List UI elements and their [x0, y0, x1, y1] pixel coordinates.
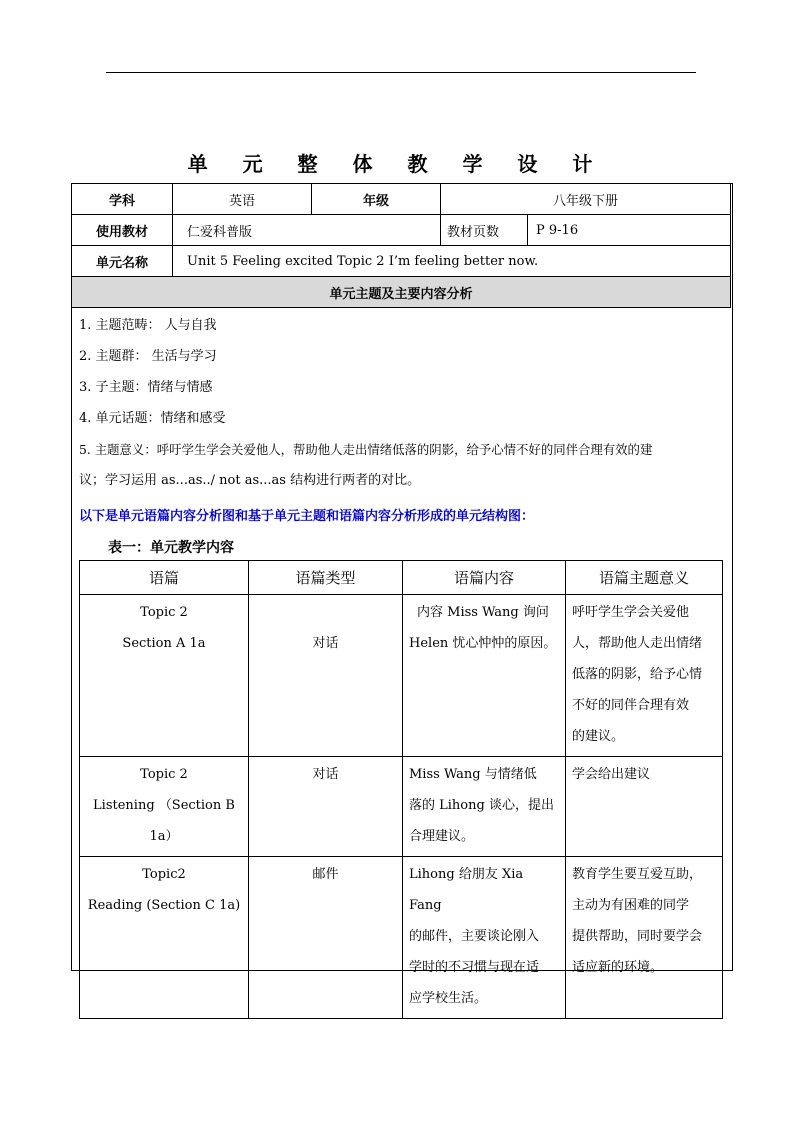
subject-value: 英语 — [173, 184, 312, 215]
content-cell: Lihong 给朋友 Xia Fang 的邮件，主要谈论刚入 学时的不习惯与现在适 应学校生活。 — [403, 857, 566, 1019]
text-cell: Topic2 Reading (Section C 1a) — [80, 857, 249, 1019]
text-cell: Topic 2 Section A 1a — [80, 595, 249, 757]
unit-value: Unit 5 Feeling excited Topic 2 I’m feeling better now. — [173, 246, 731, 277]
meta-table — [71, 183, 731, 308]
column-header: 语篇 — [80, 561, 249, 595]
type-cell: 邮件 — [249, 857, 403, 1019]
header-rule — [106, 72, 696, 73]
meaning-cell: 学会给出建议 — [566, 757, 723, 857]
textbook-label: 使用教材 — [72, 215, 173, 246]
grade-label: 年级 — [312, 184, 441, 215]
analysis-item: 1. 主题范畴： 人与自我 — [79, 318, 217, 333]
grade-value: 八年级下册 — [441, 184, 731, 215]
table-row — [80, 595, 723, 757]
column-header: 语篇主题意义 — [566, 561, 723, 595]
subject-label: 学科 — [72, 184, 173, 215]
pages-value: P 9-16 — [528, 215, 731, 246]
analysis-item: 5. 主题意义：呼吁学生学会关爱他人，帮助他人走出情绪低落的阴影，给予心情不好的同伴合理有效的建 — [79, 442, 653, 457]
analysis-header: 单元主题及主要内容分析 — [72, 277, 731, 308]
table-row — [80, 757, 723, 857]
type-cell: 对话 — [249, 595, 403, 757]
text-cell: Topic 2 Listening （Section B 1a） — [80, 757, 249, 857]
column-header: 语篇内容 — [403, 561, 566, 595]
content-table — [79, 560, 723, 1019]
column-header: 语篇类型 — [249, 561, 403, 595]
pages-label: 教材页数 — [441, 215, 528, 246]
meaning-cell: 教育学生要互爱互助， 主动为有困难的同学 提供帮助，同时要学会 适应新的环境。 — [566, 857, 723, 1019]
content-cell: 内容 Miss Wang 询问 Helen 忧心忡忡的原因。 — [403, 595, 566, 757]
meaning-cell: 呼吁学生学会关爱他 人，帮助他人走出情绪 低落的阴影，给予心情 不好的同伴合理有效 的建议。 — [566, 595, 723, 757]
structure-intro: 以下是单元语篇内容分析图和基于单元主题和语篇内容分析形成的单元结构图： — [79, 509, 535, 524]
type-cell: 对话 — [249, 757, 403, 857]
analysis-item: 3. 子主题：情绪与情感 — [79, 380, 213, 395]
page-title: 单 元 整 体 教 学 设 计 — [187, 152, 607, 176]
unit-label: 单元名称 — [72, 246, 173, 277]
analysis-item: 4. 单元话题：情绪和感受 — [79, 411, 226, 426]
content-cell: Miss Wang 与情绪低 落的 Lihong 谈心，提出 合理建议。 — [403, 757, 566, 857]
analysis-item: 议；学习运用 as...as../ not as...as 结构进行两者的对比。 — [79, 473, 421, 488]
analysis-item: 2. 主题群： 生活与学习 — [79, 349, 217, 364]
table-caption: 表一：单元教学内容 — [108, 540, 234, 556]
table-row — [80, 857, 723, 1019]
textbook-value: 仁爱科普版 — [173, 215, 441, 246]
